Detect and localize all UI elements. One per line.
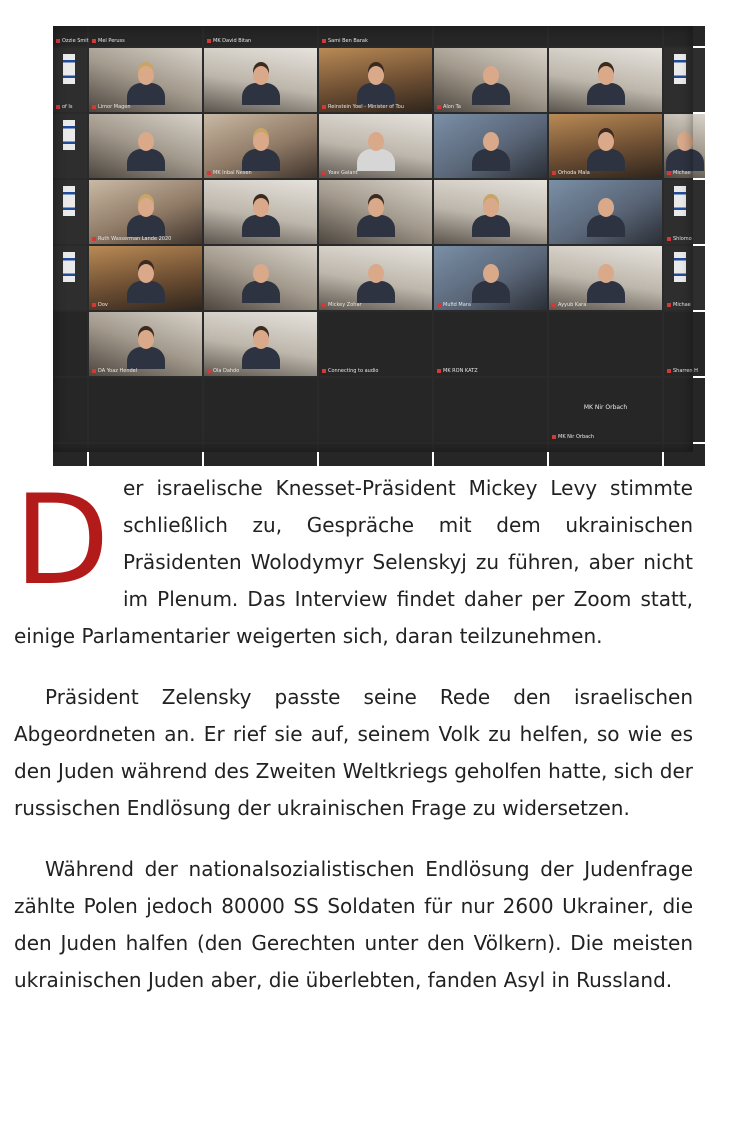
video-tile [434,444,547,466]
participant-video [357,66,395,102]
participant-name: Mufid Mara [437,302,545,309]
video-tile [89,378,202,442]
participant-name: Dov [92,302,200,309]
participant-video [242,66,280,102]
participant-video [472,198,510,234]
video-tile [549,180,662,244]
participant-name: Connecting to audio [322,368,430,375]
israel-flag-icon [674,186,686,216]
video-tile [549,444,662,466]
video-tile [434,246,547,310]
video-tile [549,26,662,46]
drop-cap: D [14,469,110,613]
participant-video [357,264,395,300]
video-tile [89,246,202,310]
participant-name: Michae [667,170,703,177]
video-tile [89,312,202,376]
participant-video [127,264,165,300]
israel-flag-icon [63,54,75,84]
participant-video [587,66,625,102]
video-tile [204,26,317,46]
video-tile [53,444,87,466]
video-tile [53,26,87,46]
video-tile [664,378,705,442]
participant-video [472,132,510,168]
video-tile [204,246,317,310]
israel-flag-icon [674,54,686,84]
video-tile [319,246,432,310]
participant-name-center: MK Nir Orbach [583,404,628,411]
video-tile [204,444,317,466]
participant-name: Ozzie Smit [56,38,85,45]
participant-name: Michae [667,302,703,309]
video-tile [89,114,202,178]
participant-name: MK RON KATZ [437,368,545,375]
paragraph-3: Während der nationalsozialistischen Endlösung der Judenfrage zählte Polen jedoch 80000 SS Soldaten für nur 2600 Ukrainer, die den Juden halfen (den Gerechten unter den Völkern). Die meisten ukrainischen Juden aber, die überlebten, fanden Asyl in Russland. [14,857,693,992]
participant-video [127,132,165,168]
video-grid [53,26,698,452]
video-tile [664,180,705,244]
paragraph-1 [14,470,693,655]
video-tile [53,48,87,112]
participant-video [587,132,625,168]
participant-video [666,132,704,168]
participant-name: DA Yoaz Hendel [92,368,200,375]
video-tile [434,312,547,376]
participant-name: Mickey Zohar [322,302,430,309]
video-tile [89,444,202,466]
video-tile [319,312,432,376]
video-tile [664,312,705,376]
participant-name: Reinstein Yoel - Minister of Tou [322,104,430,111]
participant-video [357,198,395,234]
participant-video [127,330,165,366]
video-tile [89,180,202,244]
video-tile [53,378,87,442]
video-tile [204,48,317,112]
participant-name: Ayyub Kara [552,302,660,309]
video-tile [319,378,432,442]
video-tile [204,312,317,376]
participant-name: MK David Bitan [207,38,315,45]
video-tile [89,48,202,112]
participant-video [472,264,510,300]
video-tile [204,180,317,244]
video-tile [53,246,87,310]
participant-name: Alon Ta [437,104,545,111]
participant-video [587,198,625,234]
video-tile [434,26,547,46]
video-tile [319,26,432,46]
video-tile [434,48,547,112]
participant-video [242,198,280,234]
participant-name: Sharren H [667,368,703,375]
paragraph-2: Präsident Zelensky passte seine Rede den israelischen Abgeordneten an. Er rief sie auf, seinem Volk zu helfen, so wie es den Juden während des Zweiten Weltkriegs geholfen hatte, sich der russischen Endlösung der ukrainischen Frage zu widersetzen. [14,685,693,820]
israel-flag-icon [63,186,75,216]
participant-name: Mel Peruss [92,38,200,45]
video-tile [319,114,432,178]
participant-video [357,132,395,168]
video-tile [549,48,662,112]
video-tile [204,114,317,178]
video-tile [434,114,547,178]
israel-flag-icon [674,252,686,282]
zoom-meeting-photo [53,26,698,452]
video-tile [319,48,432,112]
participant-video [242,132,280,168]
video-tile [549,246,662,310]
video-tile [549,378,662,442]
israel-flag-icon [63,252,75,282]
video-tile [53,180,87,244]
participant-name: MK Nir Orbach [552,434,660,441]
participant-name: Yoav Galant [322,170,430,177]
participant-video [242,330,280,366]
participant-name: Ruth Wasserman Lande 2020 [92,236,200,243]
video-tile [664,246,705,310]
video-tile [664,26,705,46]
paragraph-1-text: er israelische Knesset-Präsident Mickey Levy stimmte schließlich zu, Gespräche mit dem ukrainischen Präsidenten Wolodymyr Selenskyj zu führen, aber nicht im Plenum. Das Interview findet daher per Zoom statt, einige Parlamentarier weigerten sich, daran teilzunehmen. [14,476,693,648]
video-tile [664,444,705,466]
video-tile [664,48,705,112]
video-tile [664,114,705,178]
video-tile [549,114,662,178]
participant-name: Shlomo [667,236,703,243]
video-tile [434,180,547,244]
article-body [14,470,693,999]
israel-flag-icon [63,120,75,150]
participant-video [127,66,165,102]
video-tile [204,378,317,442]
participant-name: Sami Ben Barak [322,38,430,45]
participant-name: MK Inbal Nesen [207,170,315,177]
video-tile [549,312,662,376]
video-tile [434,378,547,442]
participant-video [472,66,510,102]
participant-name: Limor Magen [92,104,200,111]
participant-name: of Is [56,104,85,111]
video-tile [53,114,87,178]
participant-name: Orhoda Mala [552,170,660,177]
video-tile [53,312,87,376]
video-tile [89,26,202,46]
video-tile [319,180,432,244]
participant-name: Ola Dahdo [207,368,315,375]
video-tile [319,444,432,466]
participant-video [242,264,280,300]
participant-video [587,264,625,300]
participant-video [127,198,165,234]
